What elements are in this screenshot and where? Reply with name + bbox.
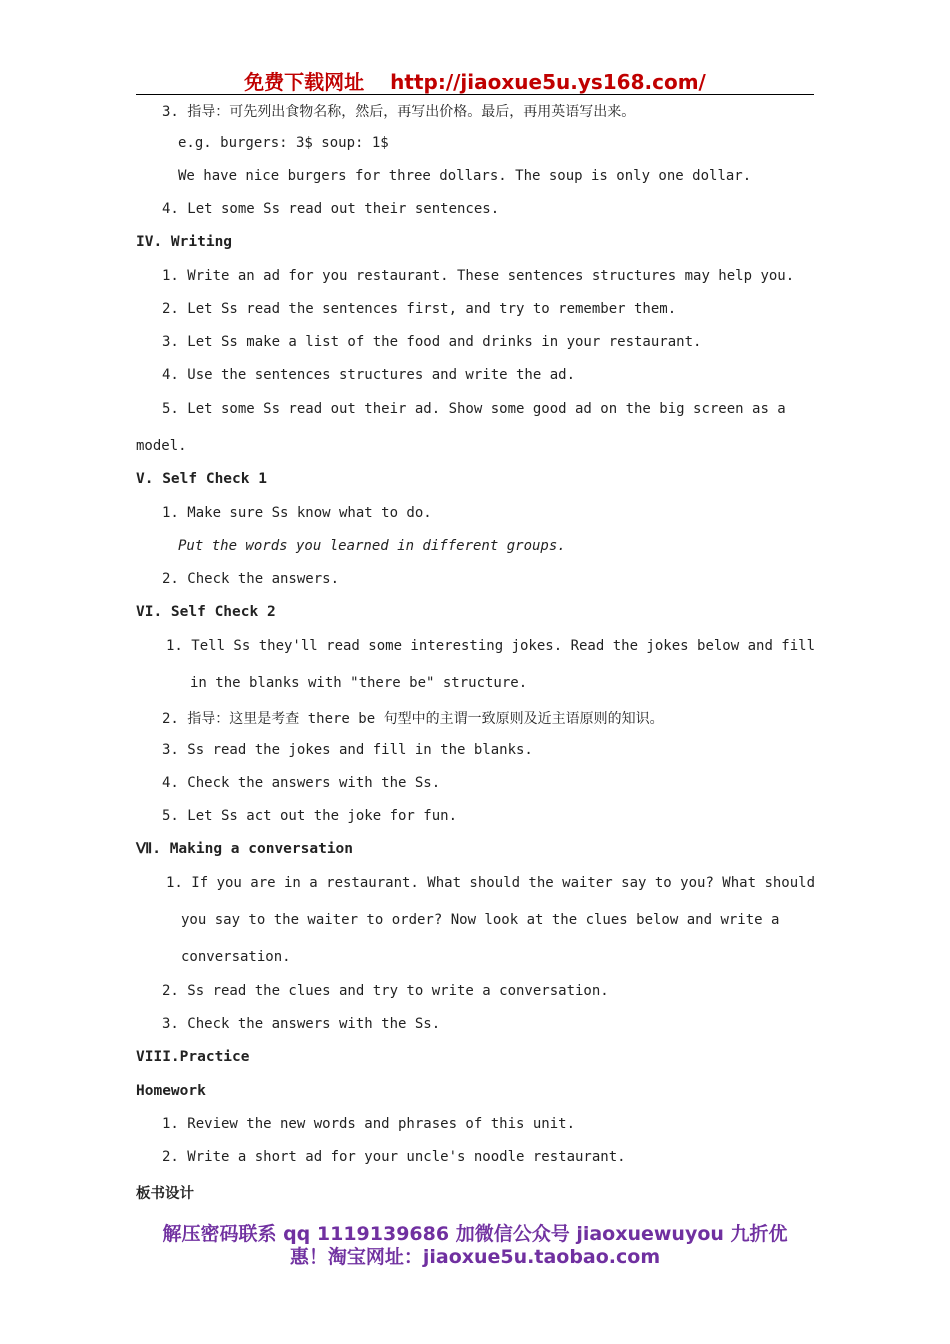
conversation-step-3: 3. Check the answers with the Ss. [162,1016,441,1032]
check2-step-2: 2. 指导：这里是考查 there be 句型中的主谓一致原则及近主语原则的知识。 [162,711,664,727]
section-heading-conversation: Ⅶ. Making a conversation [136,841,354,857]
example-sentence: We have nice burgers for three dollars. The soup is only one dollar. [178,168,752,184]
footer-contact: 解压密码联系 qq 1119139686 加微信公众号 jiaoxuewuyou 九折优 [162,1223,788,1245]
homework-heading: Homework [136,1083,206,1099]
conversation-step-1: 1. If you are in a restaurant. What should the waiter say to you? What should [166,875,816,891]
section-heading-self-check-2: VI. Self Check 2 [136,604,276,620]
header-divider [136,94,814,95]
check2-step-1: 1. Tell Ss they'll read some interesting jokes. Read the jokes below and fill [166,638,816,654]
section-heading-practice: VIII.Practice [136,1049,250,1065]
conversation-step-1-end: conversation. [181,949,291,965]
footer-shop: 惠！淘宝网址：jiaoxue5u.taobao.com [289,1246,661,1268]
step-3-guide: 3. 指导：可先列出食物名称，然后，再写出价格。最后，再用英语写出来。 [162,104,636,120]
conversation-step-2: 2. Ss read the clues and try to write a conversation. [162,983,609,999]
check1-step-1: 1. Make sure Ss know what to do. [162,505,432,521]
section-heading-self-check-1: V. Self Check 1 [136,471,267,487]
conversation-step-1-cont: you say to the waiter to order? Now look at the clues below and write a [181,912,780,928]
homework-1: 1. Review the new words and phrases of this unit. [162,1116,576,1132]
writing-step-2: 2. Let Ss read the sentences first, and try to remember them. [162,301,677,317]
header-label: 免费下载网址 [244,70,365,94]
header-url[interactable]: http://jiaoxue5u.ys168.com/ [390,70,706,94]
check2-step-1-cont: in the blanks with "there be" structure. [190,675,528,691]
writing-step-1: 1. Write an ad for you restaurant. These sentences structures may help you. [162,268,795,284]
check2-step-3: 3. Ss read the jokes and fill in the blanks. [162,742,533,758]
writing-step-4: 4. Use the sentences structures and write the ad. [162,367,576,383]
site-header [136,66,814,95]
writing-step-5: 5. Let some Ss read out their ad. Show some good ad on the big screen as a [162,401,786,417]
check1-instruction: Put the words you learned in different groups. [178,538,566,554]
writing-step-5-cont: model. [136,438,187,454]
step-4: 4. Let some Ss read out their sentences. [162,201,500,217]
check1-step-2: 2. Check the answers. [162,571,340,587]
example-prices: e.g. burgers: 3$ soup: 1$ [178,135,389,151]
writing-step-3: 3. Let Ss make a list of the food and drinks in your restaurant. [162,334,702,350]
check2-step-5: 5. Let Ss act out the joke for fun. [162,808,458,824]
section-heading-writing: IV. Writing [136,234,233,250]
homework-2: 2. Write a short ad for your uncle's noodle restaurant. [162,1149,626,1165]
check2-step-4: 4. Check the answers with the Ss. [162,775,441,791]
board-design-heading: 板书设计 [136,1186,194,1202]
